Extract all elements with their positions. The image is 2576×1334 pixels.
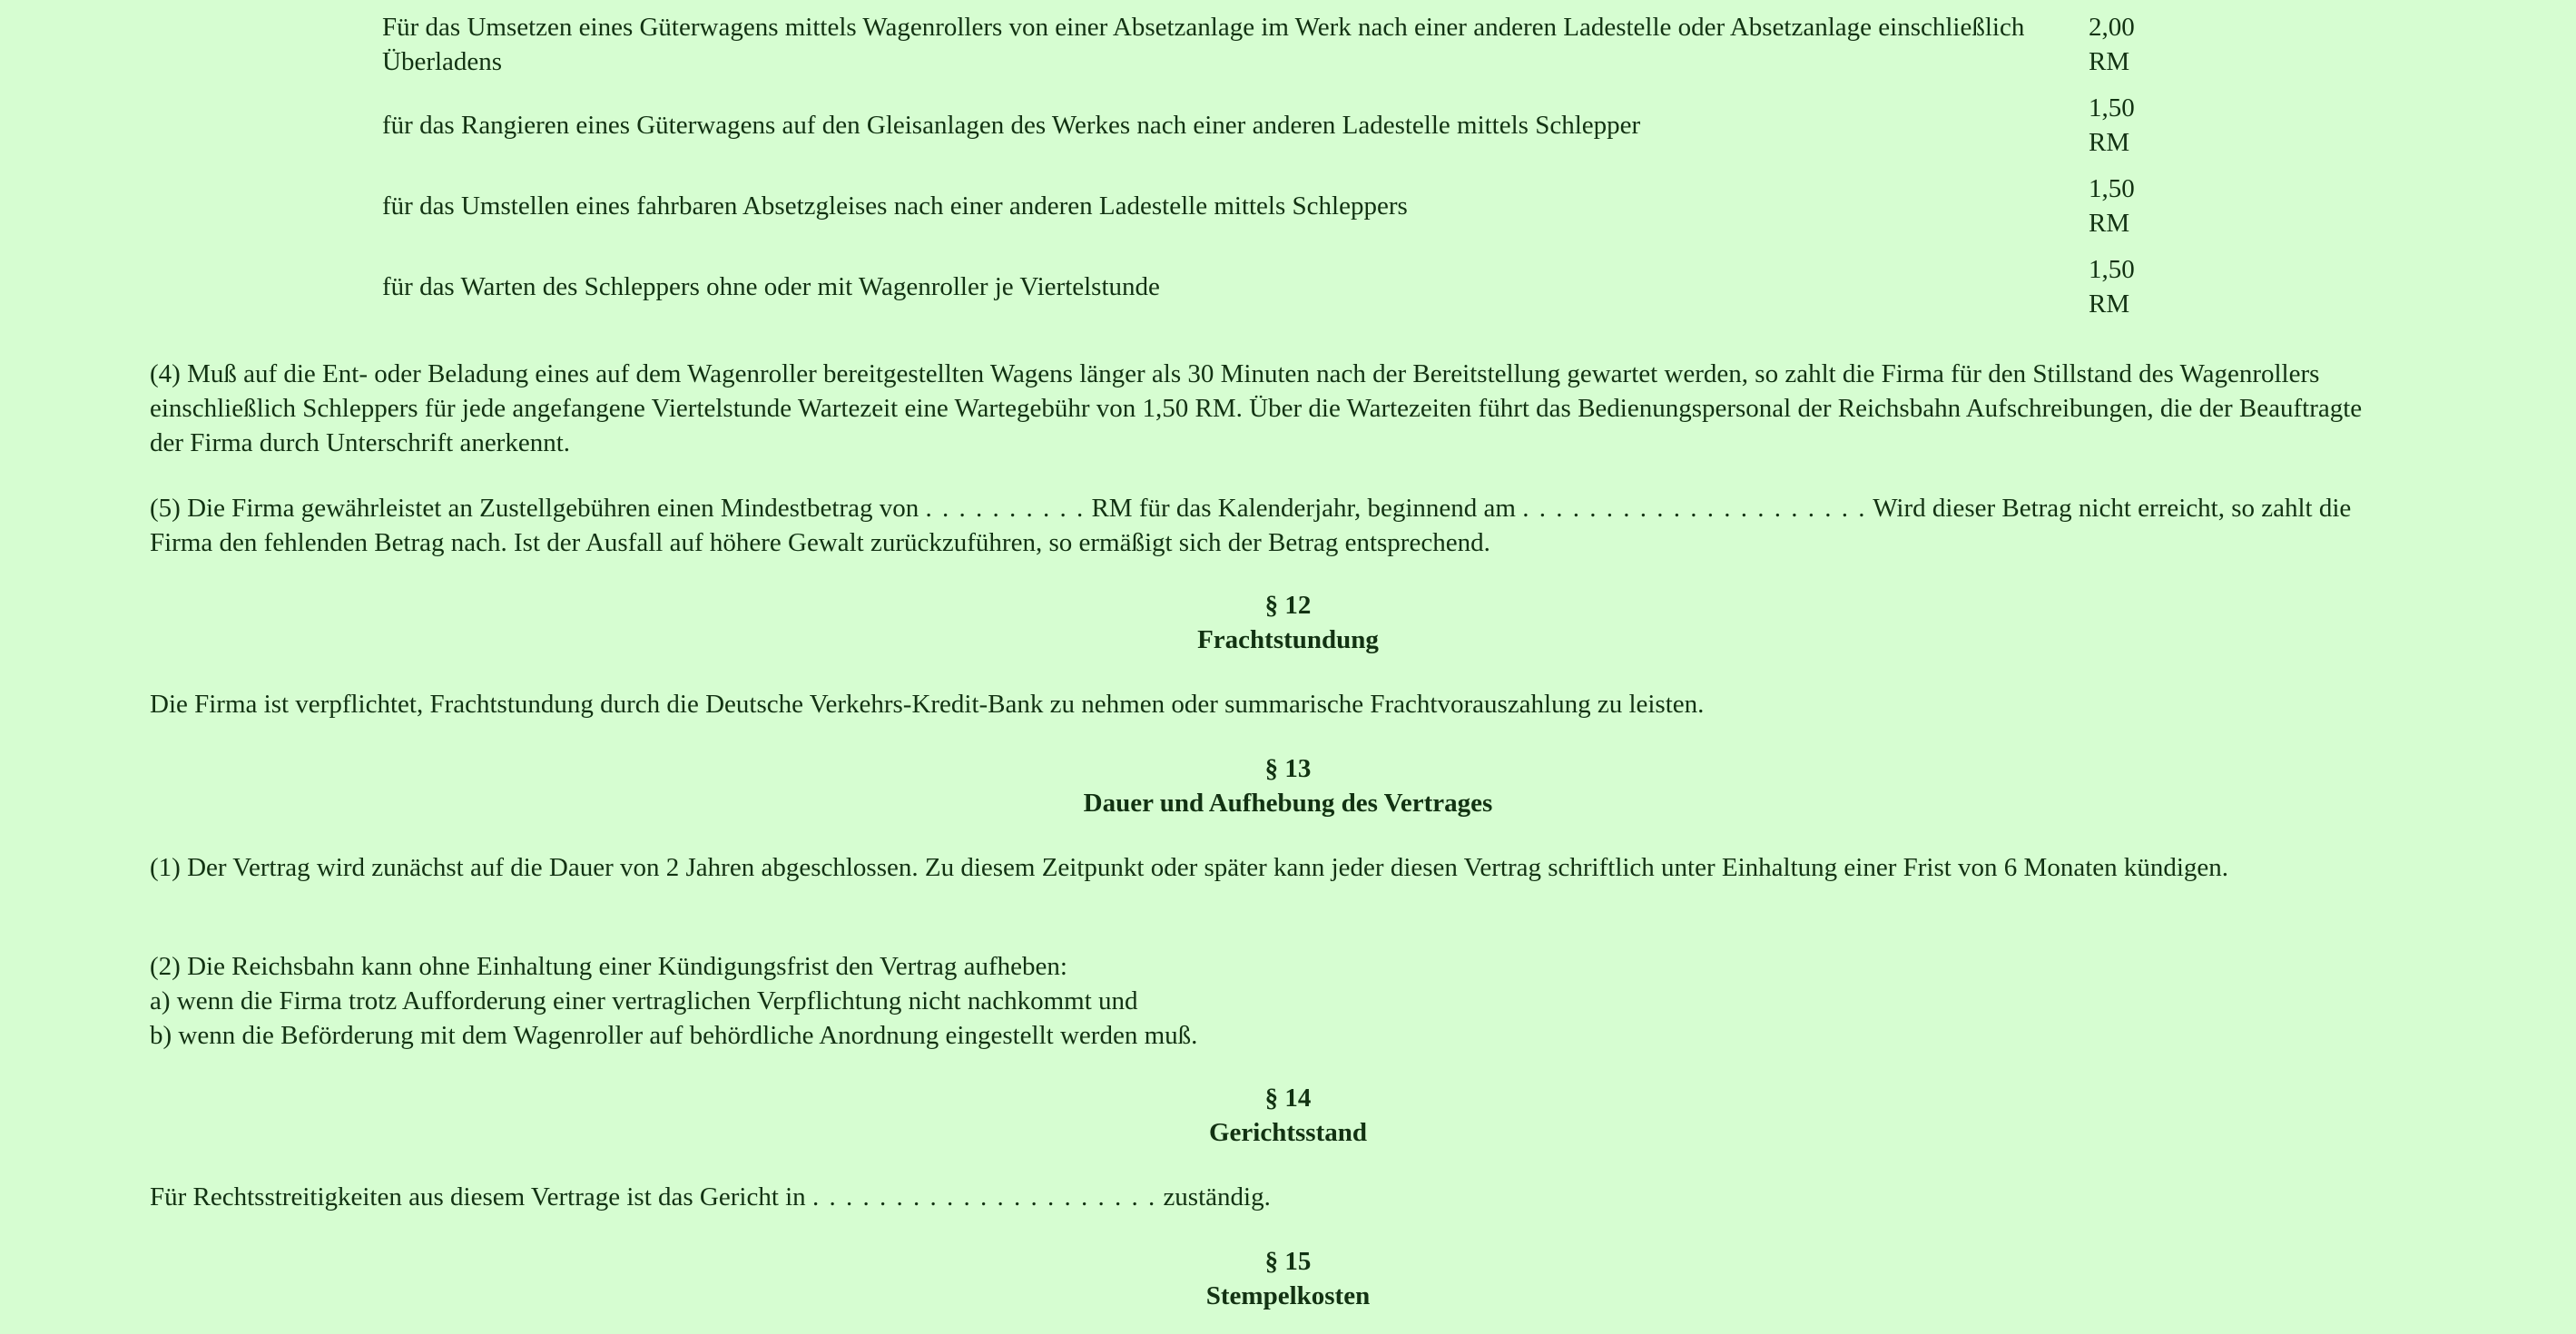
fee-amount — [2089, 91, 2175, 160]
section-12-text — [150, 687, 2401, 721]
section-14-text-before: Für Rechtsstreitigkeiten aus diesem Vertrage ist das Gericht in — [150, 1182, 812, 1211]
fee-value: 1,50 — [2089, 255, 2135, 284]
section-13-paragraph-1 — [150, 850, 2401, 885]
paragraph-4-text: (4) Muß auf die Ent- oder Beladung eines auf dem Wagenroller bereitgestellten Wagens länger als 30 Minuten nach der Bereitstellung gewartet werden, so zahlt die Firma für den Stillstand des Wagenrollers einschließlich Schleppers für jede angefangene Viertelstunde Wartezeit eine Wartegebühr von 1,50 RM. Über die Wartezeiten führt das Bedienungspersonal der Reichsbahn Aufschreibungen, die der Beauftragte der Firma durch Unterschrift anerkennt. — [150, 359, 2363, 457]
fee-value: 1,50 — [2089, 174, 2135, 203]
fee-amount — [2089, 172, 2175, 240]
fee-row — [382, 252, 2175, 321]
court-placeholder-dots: . . . . . . . . . . . . . . . . . . . . . — [811, 1182, 1157, 1211]
section-13-paragraph-2 — [150, 949, 2401, 1053]
section-number: § 15 — [1264, 1247, 1312, 1276]
amount-placeholder-dots: . . . . . . . . . . — [925, 494, 1086, 523]
fee-unit: RM — [2089, 47, 2130, 76]
fee-unit: RM — [2089, 289, 2130, 319]
section-14-heading — [0, 1081, 2576, 1150]
section-title: Gerichtsstand — [1209, 1118, 1367, 1147]
fee-description: für das Warten des Schleppers ohne oder mit Wagenroller je Viertelstunde — [382, 272, 1160, 301]
section-number: § 12 — [1264, 591, 1312, 620]
paragraph-5-part2: RM für das Kalenderjahr, beginnend am — [1085, 494, 1523, 523]
section-14-text — [150, 1180, 2401, 1214]
fee-row — [382, 10, 2175, 79]
fee-unit: RM — [2089, 209, 2130, 238]
paragraph-5-part3: Wird dieser Betrag nicht erreicht, so zahlt die Firma den fehlenden Betrag nach. Ist der Ausfall auf höhere Gewalt zurückzuführen, so ermäßigt sich der Betrag entsprechend. — [150, 494, 2352, 557]
section-13-item-a: a) wenn die Firma trotz Aufforderung einer vertraglichen Verpflichtung nicht nachkommt und — [150, 986, 1138, 1015]
section-14-text-after: zuständig. — [1156, 1182, 1271, 1211]
fee-value: 1,50 — [2089, 93, 2135, 123]
paragraph-4 — [150, 357, 2401, 460]
section-number: § 14 — [1264, 1084, 1312, 1113]
section-14-paragraph — [150, 1180, 2401, 1214]
fee-description: Für das Umsetzen eines Güterwagens mittels Wagenrollers von einer Absetzanlage im Werk nach einer anderen Ladestelle oder Absetzanlage einschließlich Überladens — [382, 13, 2025, 76]
paragraph-5-text — [150, 491, 2401, 560]
section-number: § 13 — [1264, 754, 1312, 783]
section-13-item-b: b) wenn die Beförderung mit dem Wagenroller auf behördliche Anordnung eingestellt werden muß. — [150, 1021, 1198, 1050]
section-title: Frachtstundung — [1197, 625, 1379, 654]
fee-row — [382, 172, 2175, 240]
paragraph-5 — [150, 491, 2401, 560]
section-13-paragraph-1-text: (1) Der Vertrag wird zunächst auf die Dauer von 2 Jahren abgeschlossen. Zu diesem Zeitpunkt oder später kann jeder diesen Vertrag schriftlich unter Einhaltung einer Frist von 6 Monaten kündigen. — [150, 853, 2229, 882]
date-placeholder-dots: . . . . . . . . . . . . . . . . . . . . . — [1522, 494, 1867, 523]
section-13-heading — [0, 751, 2576, 820]
section-title: Stempelkosten — [1205, 1281, 1371, 1310]
fee-amount — [2089, 252, 2175, 321]
fee-value: 2,00 — [2089, 13, 2135, 42]
section-15-heading — [0, 1244, 2576, 1313]
paragraph-5-part1: (5) Die Firma gewährleistet an Zustellgebühren einen Mindestbetrag von — [150, 494, 926, 523]
fee-description: für das Umstellen eines fahrbaren Absetzgleises nach einer anderen Ladestelle mittels Schleppers — [382, 191, 1408, 221]
section-12-heading — [0, 588, 2576, 657]
section-13-paragraph-2-intro: (2) Die Reichsbahn kann ohne Einhaltung einer Kündigungsfrist den Vertrag aufheben: — [150, 952, 1067, 981]
fee-description: für das Rangieren eines Güterwagens auf den Gleisanlagen des Werkes nach einer anderen Ladestelle mittels Schlepper — [382, 111, 1641, 140]
fee-table — [382, 10, 2175, 333]
section-12-paragraph: Die Firma ist verpflichtet, Frachtstundung durch die Deutsche Verkehrs-Kredit-Bank zu nehmen oder summarische Frachtvorauszahlung zu leisten. — [150, 690, 1705, 719]
section-title: Dauer und Aufhebung des Vertrages — [1083, 789, 1493, 818]
fee-unit: RM — [2089, 128, 2130, 157]
fee-amount — [2089, 10, 2175, 79]
fee-row — [382, 91, 2175, 160]
